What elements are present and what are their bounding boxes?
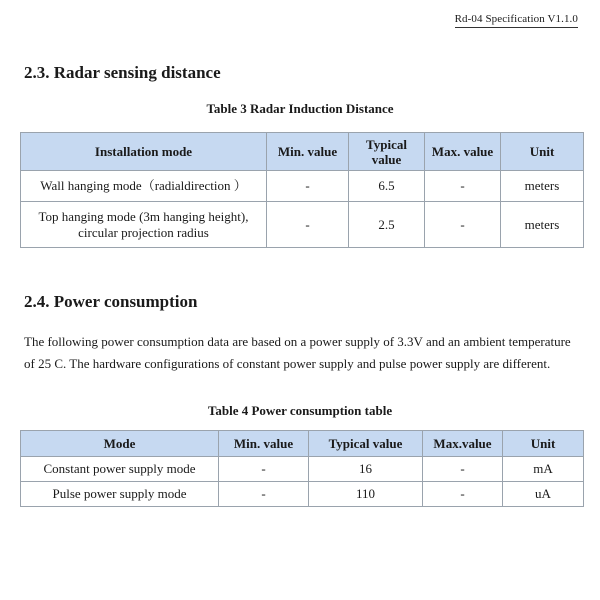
table-cell: -	[267, 202, 349, 248]
table-cell: -	[423, 457, 503, 482]
table-cell: Top hanging mode (3m hanging height), circular projection radius	[21, 202, 267, 248]
column-header: Unit	[503, 431, 584, 457]
power-consumption-table	[20, 430, 584, 507]
table-cell: -	[219, 482, 309, 507]
table-cell: Wall hanging mode（radialdirection ）	[21, 171, 267, 202]
section-heading-power-consumption: 2.4. Power consumption	[24, 292, 198, 311]
column-header: Typical value	[309, 431, 423, 457]
column-header: Max.value	[423, 431, 503, 457]
document-header: Rd-04 Specification V1.1.0	[455, 13, 578, 28]
radar-induction-distance-table	[20, 132, 584, 248]
table-cell: 16	[309, 457, 423, 482]
table-cell: -	[219, 457, 309, 482]
table-cell: meters	[501, 202, 584, 248]
column-header: Unit	[501, 133, 584, 171]
table-cell: 110	[309, 482, 423, 507]
table-row	[21, 171, 584, 202]
table-cell: -	[425, 202, 501, 248]
table-cell: -	[267, 171, 349, 202]
table-row	[21, 202, 584, 248]
table-row	[21, 482, 584, 507]
column-header: Min. value	[267, 133, 349, 171]
power-consumption-paragraph: The following power consumption data are based on a power supply of 3.3V and an ambient temperature of 25 C. The hardware configurations of constant power supply and pulse power supply are different.	[24, 334, 571, 371]
column-header: Installation mode	[21, 133, 267, 171]
table-header-row	[21, 431, 584, 457]
column-header: Max. value	[425, 133, 501, 171]
table-cell: 2.5	[349, 202, 425, 248]
table-cell: Pulse power supply mode	[21, 482, 219, 507]
table-cell: uA	[503, 482, 584, 507]
table-cell: -	[425, 171, 501, 202]
column-header: Typical value	[349, 133, 425, 171]
table-cell: -	[423, 482, 503, 507]
table-cell: mA	[503, 457, 584, 482]
table-cell: meters	[501, 171, 584, 202]
column-header: Mode	[21, 431, 219, 457]
table-4-caption: Table 4 Power consumption table	[207, 403, 393, 418]
column-header: Min. value	[219, 431, 309, 457]
table-cell: Constant power supply mode	[21, 457, 219, 482]
table-row	[21, 457, 584, 482]
table-3-caption: Table 3 Radar Induction Distance	[206, 101, 394, 116]
section-heading-radar-sensing-distance: 2.3. Radar sensing distance	[24, 63, 221, 82]
table-cell: 6.5	[349, 171, 425, 202]
table-header-row	[21, 133, 584, 171]
